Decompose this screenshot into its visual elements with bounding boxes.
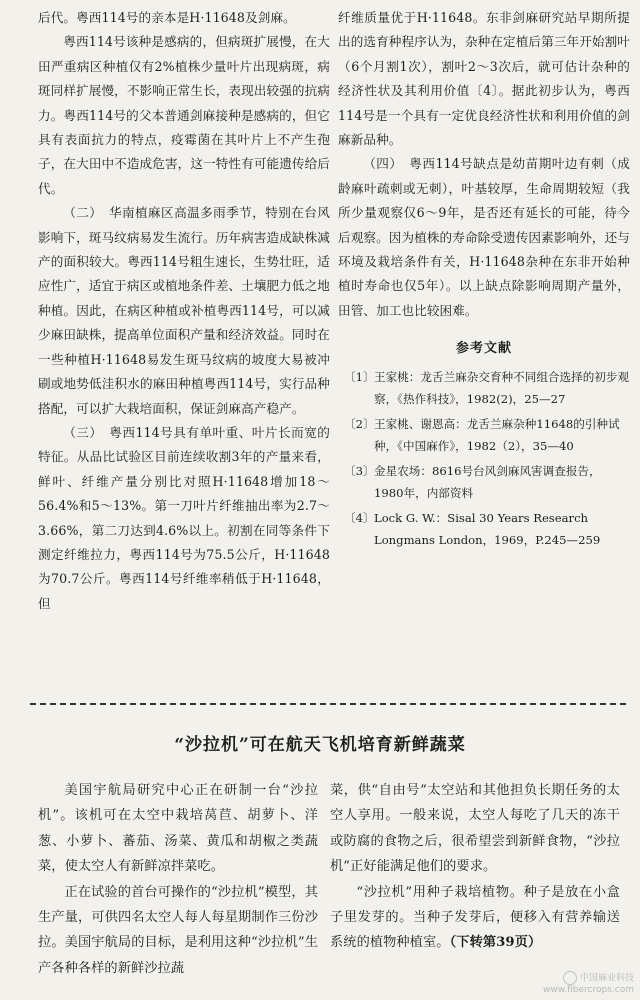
reference-item xyxy=(338,507,630,551)
references-title: 参考文献 xyxy=(455,341,512,357)
paragraph: 美国宇航局研究中心正在研制一台“沙拉机”。该机可在太空中栽培莴苣、胡萝卜、洋葱、小萝卜、蕃茄、汤菜、黄瓜和胡椒之类蔬菜，使太空人有新鲜凉拌菜吃。 xyxy=(38,783,318,875)
paragraph: （二） 华南植麻区高温多雨季节，特别在台风影响下，斑马纹病易发生流行。历年病害造成缺株减产的面积较大。粤西114号粗生速长，生势壮旺，适应性广，适宜于病区或植地条件差、土壤肥力低之地种植。因此，在病区种植或补植粤西114号，可以减少麻田缺株，提高单位面积产量和经济效益。同时在一些种植H·11648易发生斑马纹病的坡度大易被冲刷或地势低洼积水的麻田种植粤西114号，实行品种搭配，可以扩大栽培面积，保证剑麻高产稳产。 xyxy=(38,205,330,416)
paragraph: （四） 粤西114号缺点是幼苗期叶边有刺（成龄麻叶疏刺或无刺），叶基较厚，生命周期较短（我所少量观察仅6～9年，是否还有延长的可能，待今后观察。因为植株的寿命除受遗传因素影响外，还与环境及栽培条件有关，H·11648杂种在东非开始种植时寿命也仅5年）。以上缺点除影响周期产量外，田管、加工也比较困难。 xyxy=(338,156,630,318)
reference-item xyxy=(338,460,630,504)
article1-right-column xyxy=(338,6,630,554)
paragraph: 粤西114号该种是感病的，但病斑扩展慢，在大田严重病区种植仅有2%植株少量叶片出现病斑，病斑同样扩展慢，不影响正常生长，表现出较强的抗病力。粤西114号的父本普通剑麻接种是感病的，但它具有表面抗力的特点，疫霉菌在其叶片上不产生孢子，在大田中不造成危害，这一特性有可能遗传给后代。 xyxy=(38,34,330,196)
site-watermark xyxy=(543,971,634,996)
article2-title: “沙拉机”可在航天飞机培育新鲜蔬菜 xyxy=(174,735,466,755)
paragraph: 纤维质量优于H·11648。东非剑麻研究站早期所提出的选育种程序认为，杂种在定植后第三年开始割叶（6个月割1次），割叶2～3次后，就可估计杂种的经济性状及其利用价值〔4〕。据此初步认为，粤西114号是一个具有一定优良经济性状和利用价值的剑麻新品种。 xyxy=(338,10,630,148)
reference-text: 王家桃、谢恩高：龙舌兰麻杂种11648的引种试种，《中国麻作》，1982（2），35—40 xyxy=(374,417,620,454)
paragraph: 菜，供“自由号”太空站和其他担负长期任务的太空人享用。一般来说，太空人每吃了几天的冻干或防腐的食物之后，很希望尝到新鲜食物，“沙拉机”正好能满足他们的要求。 xyxy=(330,783,620,875)
reference-text: 金星农场：8616号台风剑麻风害调查报告，1980年，内部资料 xyxy=(374,464,601,501)
reference-text: Lock G. W.：Sisal 30 Years Research Longmans London，1969，P.245—259 xyxy=(374,511,601,548)
reference-text: 王家桃：龙舌兰麻杂交育种不同组合选择的初步观察，《热作科技》，1982(2)，25—27 xyxy=(374,370,630,407)
paragraph: （三） 粤西114号具有单叶重、叶片长而宽的特征。从品比试验区目前连续收割3年的产量来看，鲜叶、纤维产量分别比对照H·11648增加18～56.4%和5～13%。第一刀叶片纤维抽出率为2.7～3.66%，第二刀达到4.6%以上。初割在同等条件下测定纤维拉力，粤西114号为75.5公斤，H·11648为70.7公斤。粤西114号纤维率稍低于H·11648，但 xyxy=(38,424,330,611)
article2-left-column xyxy=(38,778,318,981)
watermark-logo-icon xyxy=(563,971,577,985)
reference-number: 〔2〕 xyxy=(344,417,375,432)
reference-item xyxy=(338,413,630,457)
paragraph-text: “沙拉机”用种子栽培植物。种子是放在小盒子里发芽的。当种子发芽后，便移入有营养输送系统的植物种植室。 xyxy=(330,884,620,951)
watermark-url: www.fibercrops.com xyxy=(543,985,634,995)
paragraph xyxy=(330,880,620,956)
paragraph: 正在试验的首台可操作的“沙拉机”模型，其生产量，可供四名太空人每人每星期制作三份沙拉。美国宇航局的目标，是利用这种“沙拉机”生产各种各样的新鲜沙拉蔬 xyxy=(38,884,318,976)
reference-number: 〔3〕 xyxy=(344,464,375,479)
reference-number: 〔1〕 xyxy=(344,370,375,385)
article1-left-column xyxy=(38,6,330,616)
reference-item xyxy=(338,366,630,410)
article2-right-column xyxy=(330,778,620,956)
reference-number: 〔4〕 xyxy=(344,511,375,526)
watermark-line1: 中国麻业科技 xyxy=(579,973,634,984)
paragraph: 后代。粤西114号的亲本是H·11648及剑麻。 xyxy=(38,10,296,25)
continued-page-note: （下转第39页） xyxy=(449,935,542,951)
section-divider xyxy=(30,703,626,705)
